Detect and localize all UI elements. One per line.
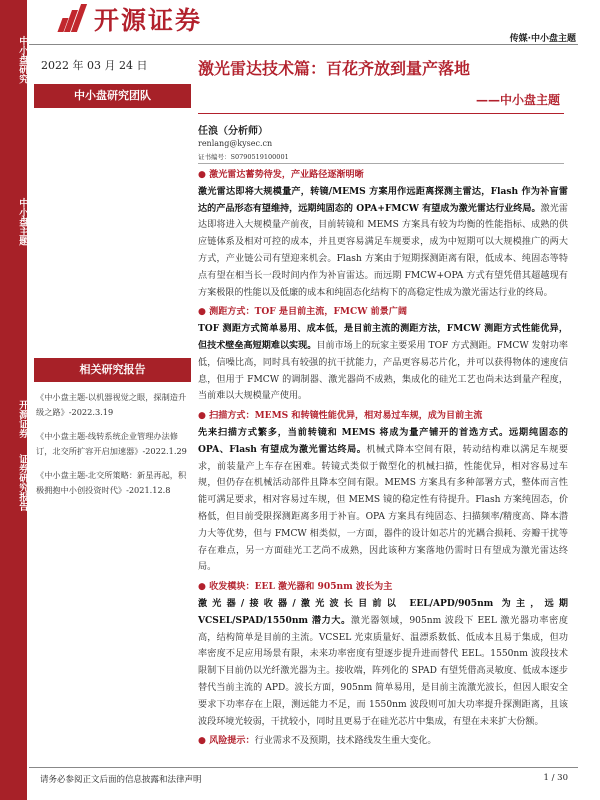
- section-lead: 激光雷达即将大规模量产，转镜/MEMS 方案用作远距离探测主雷达，Flash 作为补盲雷达的产品形态有望维持，远期纯固态的 OPA+FMCW 有望成为激光雷达行业终局。: [198, 185, 568, 214]
- section-heading: 扫描方式：MEMS 和转镜性能优异，相对易过车规，成为目前主流: [209, 410, 483, 422]
- section-text: 目前市场上的玩家主要采用 TOF 方式测距。FMCW 发射功率低，信噪比高，同时具有较强的抗干扰能力，产品更容易芯片化，并可以获得物体的速度信息，但用于 FMCW 的调制器、激光器尚不成熟，集成化的硅光工艺也尚未达到量产程度，当前难以大规模量产使用。: [198, 340, 568, 402]
- header-divider: [29, 44, 578, 45]
- section-lead: 激光器/接收器/激光波长目前以 EEL/APD/905nm 为主，远期 VCSEL/SPAD/1550nm 潜力大。: [198, 597, 568, 626]
- section-heading: 激光雷达蓄势待发，产业路径逐渐明晰: [209, 169, 364, 180]
- section-1: [198, 167, 568, 301]
- bullet-icon: ●: [198, 169, 210, 180]
- section-5: [198, 733, 568, 750]
- section-3: [198, 408, 568, 576]
- logo-mark-icon: [56, 4, 86, 34]
- bullet-icon: ●: [198, 735, 210, 747]
- section-2: [198, 304, 568, 405]
- side-label-brand: 开源证券: [17, 400, 28, 438]
- related-item[interactable]: 《中小盘主题-线转系统企业管理办法修订，北交所扩容开启加速器》-2022.1.29: [36, 431, 187, 456]
- page-number: 1 / 30: [543, 773, 568, 783]
- footer-divider: [29, 767, 578, 768]
- analyst-divider: [198, 163, 564, 164]
- analyst-name: 任浪（分析师）: [198, 126, 268, 137]
- brand-logo: [56, 2, 202, 36]
- side-label-report: 证券研究报告: [17, 454, 28, 511]
- section-4: [198, 579, 568, 730]
- related-list: [36, 390, 192, 507]
- team-label: 中小盘研究团队: [34, 84, 191, 108]
- section-heading: 收发模块：EEL 激光器和 905nm 波长为主: [209, 581, 393, 593]
- page-title: 激光雷达技术篇：百花齐放到量产落地: [198, 59, 471, 78]
- side-label-research: 中小盘研究: [17, 36, 28, 84]
- header-category: 传媒·中小盘主题: [509, 34, 576, 44]
- bullet-icon: ●: [198, 581, 210, 593]
- analyst-license: 证书编号：S0790519100001: [198, 153, 289, 161]
- related-item[interactable]: 《中小盘主题-以机器视觉之眼，探制造升级之路》-2022.3.19: [36, 392, 187, 417]
- brand-name: 开源证券: [94, 6, 203, 35]
- bullet-icon: ●: [198, 410, 210, 422]
- section-text: 激光器领域，905nm 波段下 EEL 激光器功率密度高，结构简单是目前的主流。VCSEL 光束质量好、温漂系数低、低成本且易于集成，但功率密度不足应用场景有限，未来功率密度有望逐步提升进而替代 EEL。1550nm 波段技术限制下目前仍以光纤激光器为主。接收端，阵列化的 SPAD 有望凭借高灵敏度、低成本逐步替代当前主流的 APD。波长方面，905nm 简单易用，是目前主流激光波长，但因人眼安全要求下功率存在上限，测远能力不足，而 1550nm 波段则可加大功率提升探测距离，且该波段环境光较弱，干扰较小，同时且更易于在硅光芯片中集成，有望在未来扩大份额。: [198, 615, 568, 727]
- analyst-email[interactable]: renlang@kysec.cn: [198, 139, 273, 148]
- section-lead: 先来扫描方式繁多，当前转镜和 MEMS 将成为量产铺开的首选方式。远期纯固态的 OPA、Flash 有望成为激光雷达终局。: [198, 426, 568, 455]
- report-date: 2022 年 03 月 24 日: [41, 59, 148, 72]
- report-body: [198, 167, 568, 753]
- footer-disclaimer: 请务必参阅正文后面的信息披露和法律声明: [40, 775, 202, 785]
- page-subtitle: ——中小盘主题: [475, 93, 560, 107]
- bullet-icon: ●: [198, 306, 210, 318]
- related-heading: 相关研究报告: [34, 358, 191, 382]
- section-text: 行业需求不及预期，技术路线发生重大变化。: [254, 736, 437, 747]
- section-heading: 测距方式：TOF 是目前主流，FMCW 前景广阔: [209, 306, 407, 318]
- section-text: 机械式降本空间有限，转动结构难以满足车规要求，前装量产上车存在困难。转镜式类似于微型化的机械扫描，性能优异，相对容易过车规，但仍存在机械活动部件且降本空间有限。MEMS 方案具有多种部署方式，整体而言性能可满足要求，相对容易过车规，但 MEMS 镜的稳定性有待提升。Flash 方案纯固态，价格低，但目前受限探测距离多用于补盲。OPA 方案具有纯固态、扫描频率/精度高、降本潜力大等优势，但与 FMCW 相类似，一方面，器件的设计如芯片的光耦合损耗、旁瓣干扰等存在难点，另一方面硅光工艺尚不成熟，因此该种方案落地仍需时日有望成为激光雷达终局。: [198, 444, 568, 573]
- side-label-theme: 中小盘主题: [17, 198, 28, 246]
- title-divider: [198, 113, 564, 114]
- section-text: 激光雷达即将进入大规模量产前夜，目前转镜和 MEMS 方案具有较为均衡的性能指标、成熟的供应链体系及相对可控的成本，并且更容易满足车规要求，成为中短期可以大规模推广的两大方式，产业链公司有望迎来机会。Flash 方案由于短期探测距离有限，低成本、纯固态等特点有望在相当长一段时间内作为补盲雷达。而远期 FMCW+OPA 方式有望凭借其超越现有方案极限的性能以及低廉的成本和纯固态化结构下的高稳定性成为激光雷达行业的终局。: [198, 203, 568, 298]
- section-lead: TOF 测距方式简单易用、成本低，是目前主流的测距方法，FMCW 测距方式性能优异，但技术壁垒高短期难以实现。: [198, 323, 568, 351]
- related-item[interactable]: 《中小盘主题-北交所策略：新星再起，积极拥抱中小创投资时代》-2021.12.8: [36, 470, 187, 495]
- section-heading: 风险提示：: [209, 735, 255, 747]
